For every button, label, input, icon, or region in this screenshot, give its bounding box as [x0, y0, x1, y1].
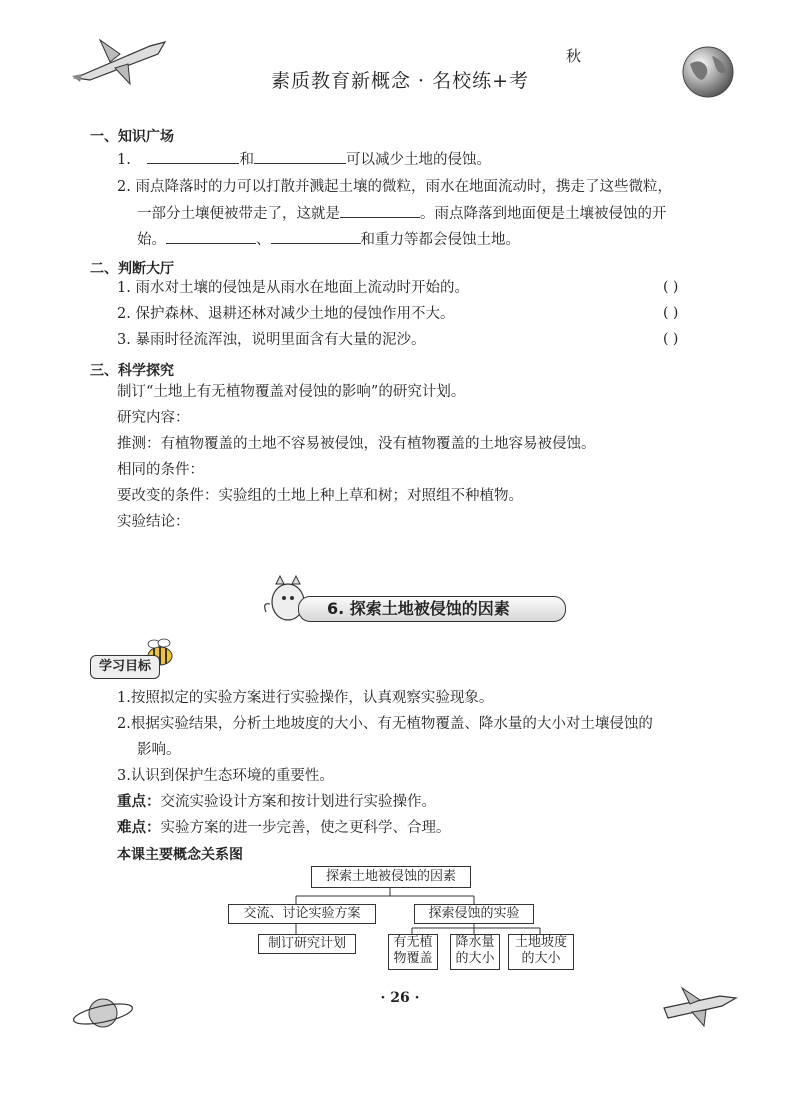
judgement-item-1: 1. 雨水对土壤的侵蚀是从雨水在地面上流动时开始的。	[117, 280, 469, 296]
judgement-item-2: 2. 保护森林、退耕还林对减少土地的侵蚀作用不大。	[117, 306, 455, 322]
inquiry-line: 研究内容：	[117, 410, 190, 426]
concept-map-leaf	[388, 934, 438, 970]
section-heading-knowledge: 一、知识广场	[90, 129, 174, 145]
question-2-line-1: 2. 雨点降落时的力可以打散并溅起土壤的微粒，雨水在地面流动时，携走了这些微粒，	[117, 179, 672, 195]
section-heading-inquiry: 三、科学探究	[90, 363, 174, 379]
judgement-item-3: 3. 暴雨时径流浑浊，说明里面含有大量的泥沙。	[117, 332, 426, 348]
lesson-title: 6. 探索土地被侵蚀的因素	[327, 599, 510, 618]
concept-map-leaf	[450, 934, 500, 970]
difficult-point-text: 实验方案的进一步完善，使之更科学、合理。	[160, 820, 451, 836]
section-heading-judgement: 二、判断大厅	[90, 261, 174, 277]
question-text: 和重力等都会侵蚀土地。	[360, 232, 520, 248]
season-label: 秋	[566, 47, 582, 65]
answer-parentheses[interactable]: ( )	[663, 279, 679, 295]
goal-item: 3.认识到保护生态环境的重要性。	[117, 768, 334, 784]
difficult-point-label: 难点：	[117, 819, 161, 836]
leaf-line: 降水量	[455, 935, 495, 950]
learning-goals-tag: 学习目标	[90, 655, 160, 679]
concept-map-root: 探索土地被侵蚀的因素	[311, 866, 471, 888]
goal-item: 2.根据实验结果，分析土地坡度的大小、有无植物覆盖、降水量的大小对土壤侵蚀的	[117, 716, 653, 732]
answer-parentheses[interactable]: ( )	[663, 331, 679, 347]
concept-map-node-left: 交流、讨论实验方案	[228, 904, 376, 924]
inquiry-line: 要改变的条件：实验组的土地上种上草和树；对照组不种植物。	[117, 488, 523, 504]
inquiry-line: 实验结论：	[117, 514, 190, 530]
inquiry-line: 制订“土地上有无植物覆盖对侵蚀的影响”的研究计划。	[117, 384, 466, 400]
concept-map-leaf	[508, 934, 574, 970]
page-header-title: 素质教育新概念 · 名校练+考	[270, 70, 530, 92]
question-text: 一部分土壤便被带走了，这就是	[137, 206, 340, 222]
key-point-text: 交流实验设计方案和按计划进行实验操作。	[160, 794, 436, 810]
concept-map-leaf: 制订研究计划	[258, 934, 356, 954]
separator-text: 、	[256, 232, 271, 248]
concept-map-title: 本课主要概念关系图	[117, 847, 243, 863]
conjunction-text: 和	[239, 152, 254, 168]
key-point-label: 重点：	[117, 793, 161, 810]
goal-item: 1.按照拟定的实验方案进行实验操作，认真观察实验现象。	[117, 690, 494, 706]
question-number: 1.	[117, 152, 131, 168]
leaf-line: 的大小	[521, 951, 561, 966]
page-number: · 26 ·	[380, 990, 420, 1006]
inquiry-line: 相同的条件：	[117, 462, 204, 478]
space-shuttle-icon	[660, 984, 740, 1030]
inquiry-line: 推测：有植物覆盖的土地不容易被侵蚀，没有植物覆盖的土地容易被侵蚀。	[117, 436, 596, 452]
leaf-line: 有无植	[393, 935, 433, 950]
answer-parentheses[interactable]: ( )	[663, 305, 679, 321]
leaf-line: 物覆盖	[393, 951, 433, 966]
leaf-line: 土地坡度	[514, 935, 567, 950]
goal-item-continuation: 影响。	[137, 742, 181, 758]
question-text: 。雨点降落到地面便是土壤被侵蚀的开	[420, 206, 667, 222]
question-text: 始。	[137, 232, 166, 248]
question-text: 可以减少土地的侵蚀。	[345, 152, 491, 168]
concept-map-node-right: 探索侵蚀的实验	[414, 904, 534, 924]
planet-icon	[70, 990, 136, 1036]
leaf-line: 的大小	[455, 951, 495, 966]
